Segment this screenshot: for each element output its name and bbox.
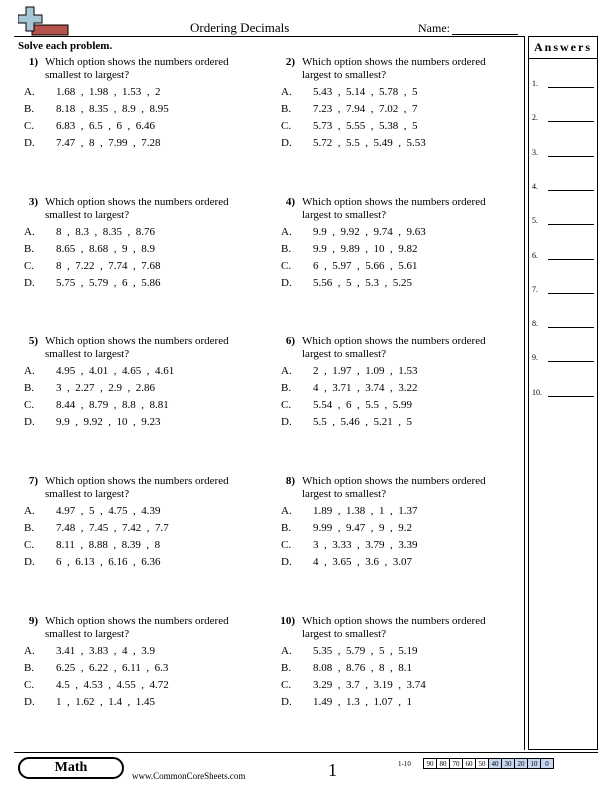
instructions: Solve each problem.: [18, 40, 113, 52]
answer-option[interactable]: [24, 539, 259, 553]
problem-question: Which option shows the numbers ordered smallest to largest?: [45, 196, 229, 221]
answer-option[interactable]: [281, 539, 516, 553]
answer-option[interactable]: [24, 645, 259, 659]
option-values: 3 , 2.27 , 2.9 , 2.86: [56, 382, 155, 394]
option-letter: C.: [281, 679, 292, 691]
answer-option[interactable]: [24, 120, 259, 134]
option-values: 8.44 , 8.79 , 8.8 , 8.81: [56, 399, 169, 411]
answer-number: 7.: [532, 284, 538, 294]
answer-option[interactable]: [281, 696, 516, 710]
answer-option[interactable]: [281, 120, 516, 134]
option-letter: C.: [281, 539, 292, 551]
option-values: 6 , 6.13 , 6.16 , 6.36: [56, 556, 161, 568]
answer-blank[interactable]: [548, 87, 594, 88]
score-cell: 40: [488, 758, 502, 769]
answer-option[interactable]: [281, 556, 516, 570]
answer-blank[interactable]: [548, 293, 594, 294]
option-values: 4.5 , 4.53 , 4.55 , 4.72: [56, 679, 169, 691]
answer-row: [532, 319, 594, 333]
answer-option[interactable]: [24, 243, 259, 257]
answer-option[interactable]: [281, 662, 516, 676]
answer-row: [532, 251, 594, 265]
problem-number: 5): [28, 335, 38, 347]
option-letter: D.: [281, 137, 292, 149]
answer-option[interactable]: [281, 522, 516, 536]
name-label: Name:: [418, 21, 450, 35]
answer-blank[interactable]: [548, 361, 594, 362]
answer-option[interactable]: [281, 243, 516, 257]
option-letter: B.: [281, 243, 292, 255]
score-cell: 20: [514, 758, 528, 769]
answer-option[interactable]: [281, 226, 516, 240]
answer-blank[interactable]: [548, 396, 594, 397]
problem-number: 3): [28, 196, 38, 208]
option-values: 8.18 , 8.35 , 8.9 , 8.95: [56, 103, 169, 115]
option-values: 1.49 , 1.3 , 1.07 , 1: [313, 696, 412, 708]
option-letter: D.: [24, 277, 35, 289]
answer-row: [532, 113, 594, 127]
answers-title: Answers: [534, 40, 592, 54]
answer-number: 9.: [532, 353, 538, 363]
answer-blank[interactable]: [548, 224, 594, 225]
option-letter: D.: [24, 416, 35, 428]
option-values: 4 , 3.71 , 3.74 , 3.22: [313, 382, 418, 394]
option-values: 8.11 , 8.88 , 8.39 , 8: [56, 539, 161, 551]
answer-number: 2.: [532, 113, 538, 123]
score-table: [424, 758, 554, 769]
option-letter: A.: [24, 645, 35, 657]
answer-row: [532, 216, 594, 230]
answer-option[interactable]: [24, 696, 259, 710]
option-letter: D.: [281, 696, 292, 708]
problem-number: 1): [28, 56, 38, 68]
problem-question: Which option shows the numbers ordered largest to smallest?: [302, 475, 486, 500]
score-cell: 30: [501, 758, 515, 769]
answer-blank[interactable]: [548, 190, 594, 191]
answer-option[interactable]: [24, 505, 259, 519]
answer-option[interactable]: [24, 86, 259, 100]
option-letter: B.: [281, 382, 292, 394]
problem-question: Which option shows the numbers ordered smallest to largest?: [45, 335, 229, 360]
answer-row: [532, 182, 594, 196]
problem-number: 7): [28, 475, 38, 487]
option-letter: B.: [24, 522, 35, 534]
option-letter: A.: [24, 505, 35, 517]
option-letter: A.: [24, 86, 35, 98]
answer-option[interactable]: [24, 416, 259, 430]
answer-option[interactable]: [281, 679, 516, 693]
answer-number: 5.: [532, 216, 538, 226]
answer-blank[interactable]: [548, 156, 594, 157]
option-values: 1.68 , 1.98 , 1.53 , 2: [56, 86, 161, 98]
option-letter: A.: [24, 365, 35, 377]
logo-icon: [18, 5, 70, 37]
answer-row: [532, 79, 594, 93]
answer-blank[interactable]: [548, 259, 594, 260]
problem-question: Which option shows the numbers ordered smallest to largest?: [45, 615, 229, 640]
answer-option[interactable]: [281, 260, 516, 274]
problem-question: Which option shows the numbers ordered largest to smallest?: [302, 196, 486, 221]
option-letter: A.: [281, 505, 292, 517]
option-letter: B.: [24, 103, 35, 115]
option-letter: C.: [281, 260, 292, 272]
option-values: 9.9 , 9.89 , 10 , 9.82: [313, 243, 418, 255]
problem-question: Which option shows the numbers ordered smallest to largest?: [45, 56, 229, 81]
answer-option[interactable]: [24, 365, 259, 379]
answer-option[interactable]: [24, 260, 259, 274]
option-letter: C.: [24, 120, 35, 132]
option-letter: A.: [24, 226, 35, 238]
score-cell: 80: [436, 758, 450, 769]
score-cell: 90: [423, 758, 437, 769]
problem-number: 9): [28, 615, 38, 627]
answer-option[interactable]: [281, 399, 516, 413]
answer-option[interactable]: [24, 662, 259, 676]
answer-option[interactable]: [281, 416, 516, 430]
problem-number: 10): [280, 615, 295, 627]
option-values: 7.48 , 7.45 , 7.42 , 7.7: [56, 522, 169, 534]
option-values: 7.23 , 7.94 , 7.02 , 7: [313, 103, 418, 115]
option-letter: D.: [281, 556, 292, 568]
option-values: 9.99 , 9.47 , 9 , 9.2: [313, 522, 412, 534]
option-letter: B.: [24, 382, 35, 394]
answer-option[interactable]: [281, 103, 516, 117]
option-values: 4.97 , 5 , 4.75 , 4.39: [56, 505, 161, 517]
option-values: 6 , 5.97 , 5.66 , 5.61: [313, 260, 418, 272]
option-letter: C.: [24, 260, 35, 272]
option-values: 8 , 8.3 , 8.35 , 8.76: [56, 226, 155, 238]
answer-option[interactable]: [281, 505, 516, 519]
option-values: 7.47 , 8 , 7.99 , 7.28: [56, 137, 161, 149]
option-letter: A.: [281, 226, 292, 238]
option-letter: D.: [24, 137, 35, 149]
option-values: 4 , 3.65 , 3.6 , 3.07: [313, 556, 412, 568]
answer-option[interactable]: [24, 277, 259, 291]
answer-option[interactable]: [281, 277, 516, 291]
score-label: 1-10: [398, 760, 411, 768]
header-divider: [14, 36, 524, 37]
option-letter: B.: [24, 662, 35, 674]
option-values: 9.9 , 9.92 , 10 , 9.23: [56, 416, 161, 428]
problem-question: Which option shows the numbers ordered smallest to largest?: [45, 475, 229, 500]
option-values: 5.72 , 5.5 , 5.49 , 5.53: [313, 137, 426, 149]
option-values: 5.43 , 5.14 , 5.78 , 5: [313, 86, 418, 98]
option-values: 3.29 , 3.7 , 3.19 , 3.74: [313, 679, 426, 691]
option-values: 1 , 1.62 , 1.4 , 1.45: [56, 696, 155, 708]
option-values: 8.65 , 8.68 , 9 , 8.9: [56, 243, 155, 255]
math-badge: Math: [18, 757, 124, 779]
footer-divider: [14, 752, 598, 753]
answer-option[interactable]: [281, 382, 516, 396]
answer-option[interactable]: [281, 365, 516, 379]
option-letter: C.: [281, 399, 292, 411]
problem-number: 8): [285, 475, 295, 487]
answer-option[interactable]: [24, 399, 259, 413]
option-values: 5.35 , 5.79 , 5 , 5.19: [313, 645, 418, 657]
option-values: 9.9 , 9.92 , 9.74 , 9.63: [313, 226, 426, 238]
answer-option[interactable]: [281, 86, 516, 100]
option-letter: C.: [24, 539, 35, 551]
answer-option[interactable]: [281, 137, 516, 151]
problem-question: Which option shows the numbers ordered largest to smallest?: [302, 56, 486, 81]
option-letter: D.: [281, 277, 292, 289]
answer-option[interactable]: [24, 556, 259, 570]
answer-number: 6.: [532, 250, 538, 260]
answer-number: 10.: [532, 387, 542, 397]
answer-number: 3.: [532, 147, 538, 157]
option-letter: C.: [24, 679, 35, 691]
score-cell: 70: [449, 758, 463, 769]
option-values: 5.75 , 5.79 , 6 , 5.86: [56, 277, 161, 289]
option-values: 5.73 , 5.55 , 5.38 , 5: [313, 120, 418, 132]
option-values: 6.25 , 6.22 , 6.11 , 6.3: [56, 662, 169, 674]
option-letter: D.: [24, 696, 35, 708]
option-values: 3 , 3.33 , 3.79 , 3.39: [313, 539, 418, 551]
answers-title-divider: [528, 58, 598, 59]
problem-number: 2): [285, 56, 295, 68]
option-letter: C.: [281, 120, 292, 132]
answer-row: [532, 388, 594, 402]
score-cell: 50: [475, 758, 489, 769]
answer-blank[interactable]: [548, 327, 594, 328]
option-values: 8.08 , 8.76 , 8 , 8.1: [313, 662, 412, 674]
answer-row: [532, 148, 594, 162]
option-values: 5.5 , 5.46 , 5.21 , 5: [313, 416, 412, 428]
option-letter: B.: [24, 243, 35, 255]
option-values: 2 , 1.97 , 1.09 , 1.53: [313, 365, 418, 377]
answer-option[interactable]: [24, 103, 259, 117]
option-letter: D.: [281, 416, 292, 428]
option-letter: C.: [24, 399, 35, 411]
score-cell: 0: [540, 758, 554, 769]
problem-question: Which option shows the numbers ordered largest to smallest?: [302, 335, 486, 360]
option-letter: D.: [24, 556, 35, 568]
score-cell: 60: [462, 758, 476, 769]
option-letter: B.: [281, 103, 292, 115]
answer-option[interactable]: [24, 226, 259, 240]
problem-question: Which option shows the numbers ordered largest to smallest?: [302, 615, 486, 640]
answer-option[interactable]: [24, 522, 259, 536]
problem-number: 6): [285, 335, 295, 347]
option-letter: A.: [281, 365, 292, 377]
answer-option[interactable]: [24, 679, 259, 693]
option-letter: B.: [281, 522, 292, 534]
option-letter: B.: [281, 662, 292, 674]
option-values: 8 , 7.22 , 7.74 , 7.68: [56, 260, 161, 272]
answer-column-divider: [524, 36, 525, 750]
answer-option[interactable]: [281, 645, 516, 659]
answer-option[interactable]: [24, 382, 259, 396]
option-values: 3.41 , 3.83 , 4 , 3.9: [56, 645, 155, 657]
option-values: 6.83 , 6.5 , 6 , 6.46: [56, 120, 155, 132]
problem-number: 4): [285, 196, 295, 208]
answer-row: [532, 285, 594, 299]
option-letter: A.: [281, 645, 292, 657]
answer-row: [532, 353, 594, 367]
option-values: 1.89 , 1.38 , 1 , 1.37: [313, 505, 418, 517]
option-values: 5.56 , 5 , 5.3 , 5.25: [313, 277, 412, 289]
answer-option[interactable]: [24, 137, 259, 151]
option-values: 5.54 , 6 , 5.5 , 5.99: [313, 399, 412, 411]
answer-number: 1.: [532, 79, 538, 88]
page-title: Ordering Decimals: [190, 20, 290, 35]
answer-number: 4.: [532, 181, 538, 191]
name-field-line[interactable]: [452, 34, 518, 35]
option-letter: A.: [281, 86, 292, 98]
site-url: www.CommonCoreSheets.com: [132, 771, 246, 781]
page-number: 1: [328, 760, 337, 780]
score-cell: 10: [527, 758, 541, 769]
answer-number: 8.: [532, 319, 538, 329]
answer-blank[interactable]: [548, 121, 594, 122]
option-values: 4.95 , 4.01 , 4.65 , 4.61: [56, 365, 175, 377]
